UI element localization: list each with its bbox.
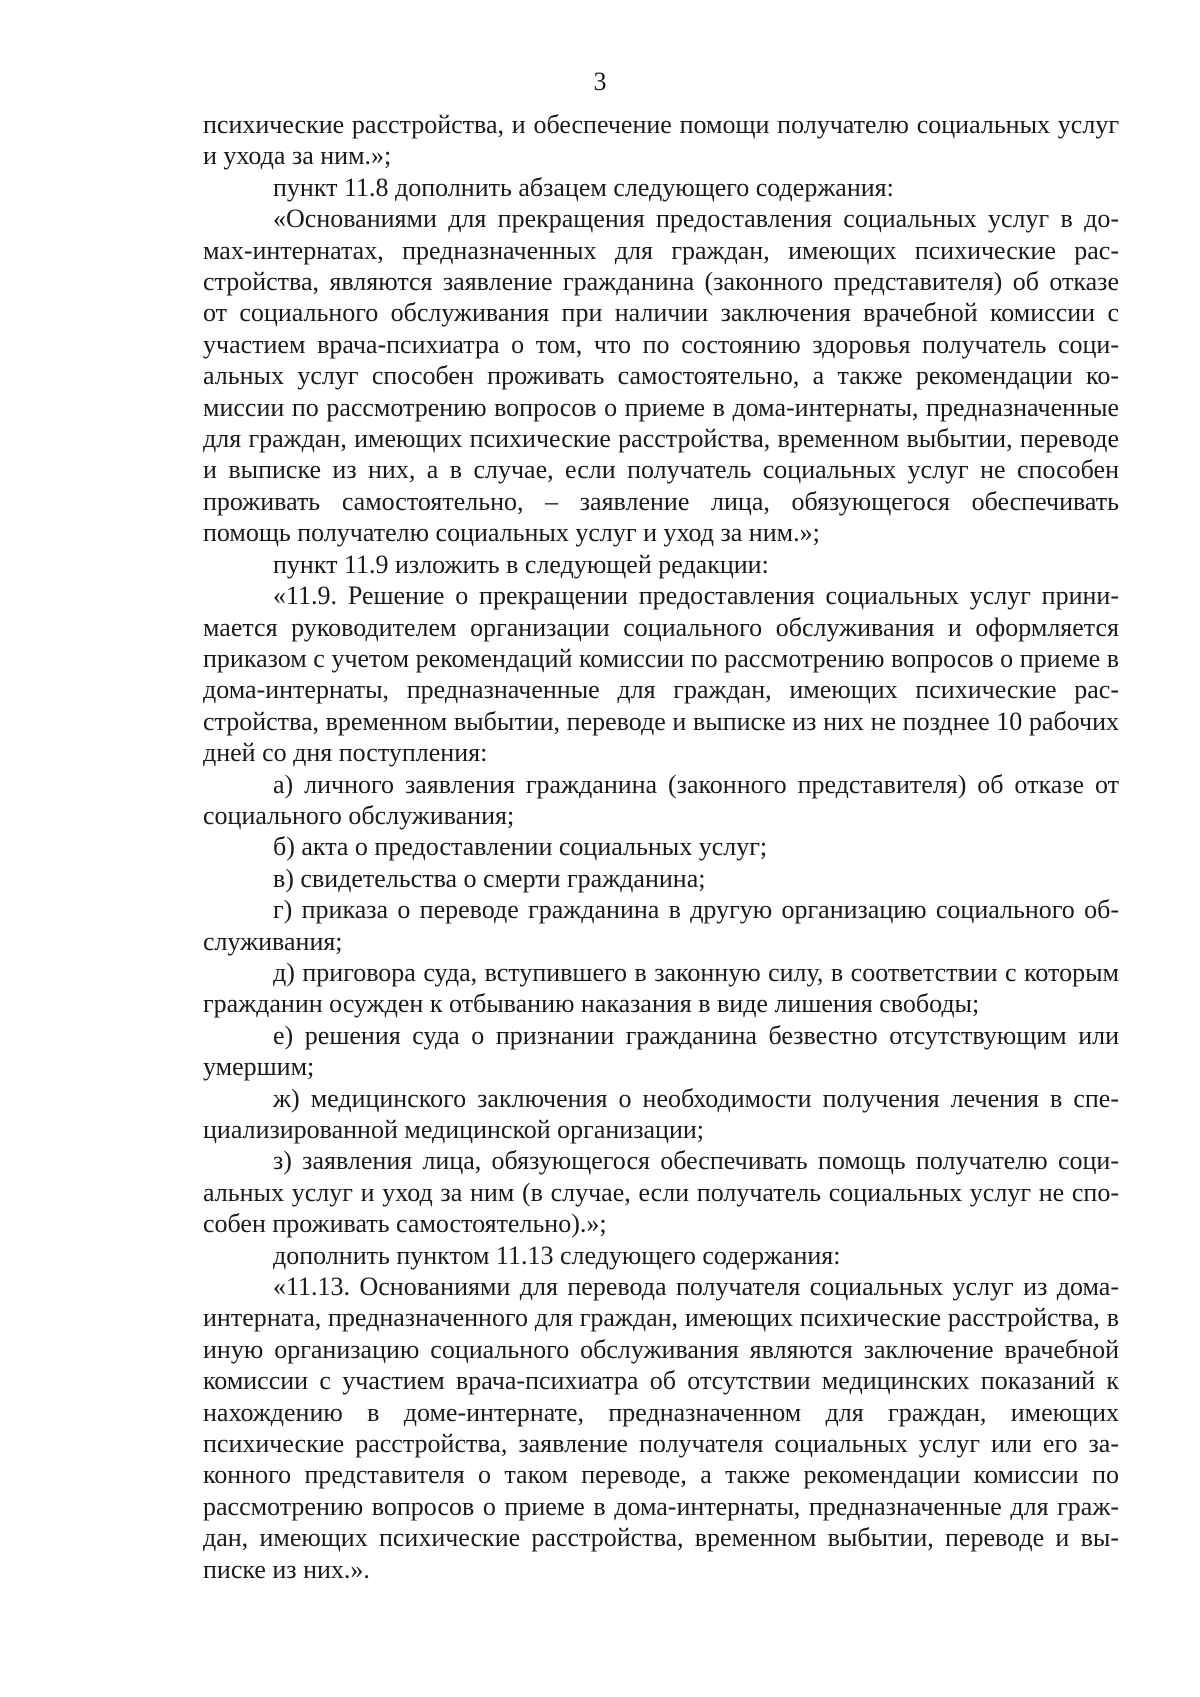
paragraph-11-9-decision: «11.9. Решение о прекращении предоставления социальных услуг принимается руководителем организации социального обслуживания и оформляется приказом с учетом рекомендаций комиссии по рассмотрению вопросов о приеме в дома-интернаты, предназначенные для граждан, имеющих психические расстройства, временном выбытии, переводе и выписке из них не позднее 10 рабочих дней со дня поступления: bbox=[203, 581, 1119, 768]
paragraph-11-13-transfer: «11.13. Основаниями для перевода получателя социальных услуг из дома-интерната, предназначенного для граждан, имеющих психические расстройства, в иную организацию социального обслуживания являются заключение врачебной комиссии с участием врача-психиатра об отсутствии медицинских показаний к нахождению в доме-интернате, предназначенном для граждан, имеющих психические расстройства, заявление получателя социальных услуг или его законного представителя о таком переводе, а также рекомендации комиссии по рассмотрению вопросов о приеме в дома-интернаты, предназначенные для граждан, имеющих психические расстройства, временном выбытии, переводе и выписке из них.». bbox=[203, 1272, 1119, 1584]
list-item-zh: ж) медицинского заключения о необходимости получения лечения в специализированной медицинской организации; bbox=[203, 1083, 1119, 1144]
paragraph-amend-11-8: пункт 11.8 дополнить абзацем следующего содержания: bbox=[273, 172, 894, 202]
page-number: 3 bbox=[593, 67, 607, 96]
paragraph-grounds-termination: «Основаниями для прекращения предоставления социальных услуг в домах-интернатах, предназначенных для граждан, имеющих психические расстройства, являются заявление гражданина (законного представителя) об отказе от социального обслуживания при наличии заключения врачебной комиссии с участием врача-психиатра о том, что по состоянию здоровья получатель социальных услуг способен проживать самостоятельно, а также рекомендации комиссии по рассмотрению вопросов о приеме в дома-интернаты, предназначенные для граждан, имеющих психические расстройства, временном выбытии, переводе и выписке из них, а в случае, если получатель социальных услуг не способен проживать самостоятельно, – заявление лица, обязующегося обеспечивать помощь получателю социальных услуг и уход за ним.»; bbox=[203, 204, 1119, 548]
paragraph-continuation: психические расстройства, и обеспечение помощи получателю социальных услуг и ухода за ним.»; bbox=[203, 110, 1119, 171]
paragraph-amend-11-9: пункт 11.9 изложить в следующей редакции: bbox=[273, 549, 769, 579]
list-item-d: д) приговора суда, вступившего в законную силу, в соответствии с которым гражданин осужден к отбыванию наказания в виде лишения свободы; bbox=[203, 957, 1119, 1019]
list-item-a: а) личного заявления гражданина (законного представителя) об отказе от социального обслуживания; bbox=[203, 769, 1119, 830]
list-item-e: е) решения суда о признании гражданина безвестно отсутствующим или умершим; bbox=[203, 1020, 1119, 1082]
list-item-g: г) приказа о переводе гражданина в другую организацию социального обслуживания; bbox=[203, 895, 1119, 956]
document-body bbox=[203, 109, 1119, 1585]
list-item-v: в) свидетельства о смерти гражданина; bbox=[273, 863, 706, 893]
list-item-b: б) акта о предоставлении социальных услуг; bbox=[273, 832, 768, 862]
paragraph-add-11-13: дополнить пунктом 11.13 следующего содержания: bbox=[273, 1240, 841, 1270]
list-item-z: з) заявления лица, обязующегося обеспечивать помощь получателю социальных услуг и уход за ним (в случае, если получатель социальных услуг не способен проживать самостоятельно).»; bbox=[203, 1146, 1119, 1239]
